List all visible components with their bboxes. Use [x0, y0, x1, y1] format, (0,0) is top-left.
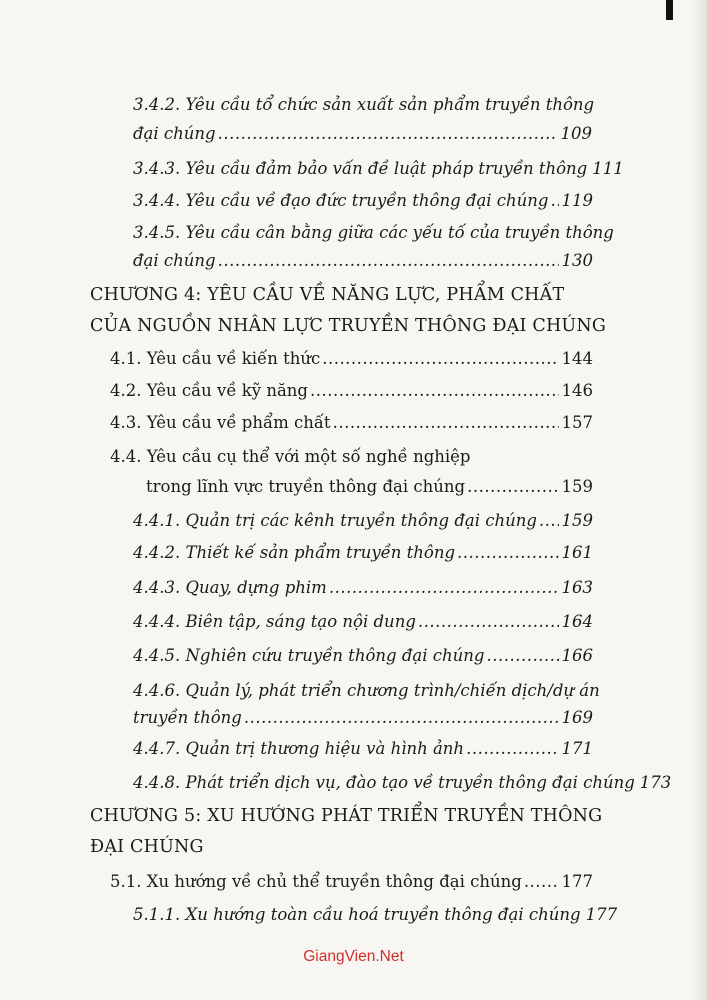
toc-page-number: 166 [561, 646, 593, 665]
toc-entry-5-1-1[interactable] [133, 905, 618, 924]
toc-entry-4-4-line1: 4.4. Yêu cầu cụ thể với một số nghề nghiệp [110, 447, 471, 466]
leader-dots [333, 415, 559, 432]
toc-page-number: 159 [561, 511, 593, 530]
toc-entry-label: truyền thông [133, 708, 242, 727]
toc-entry-label: 5.1.1. Xu hướng toàn cầu hoá truyền thông đại chúng [133, 905, 581, 924]
toc-entry-label: 4.4.8. Phát triển dịch vụ, đào tạo về truyền thông đại chúng [133, 773, 635, 792]
leader-dots [539, 513, 559, 530]
toc-entry-4-4-7[interactable] [133, 741, 593, 758]
toc-entry-label: 4.4.4. Biên tập, sáng tạo nội dung [133, 612, 416, 631]
toc-entry-3-4-3[interactable] [133, 159, 624, 178]
toc-entry-label: 5.1. Xu hướng về chủ thể truyền thông đại chúng [110, 872, 522, 891]
leader-dots [218, 126, 558, 143]
chapter-4-title-line2[interactable]: CỦA NGUỒN NHÂN LỰC TRUYỀN THÔNG ĐẠI CHÚNG [90, 316, 607, 336]
toc-entry-label: 4.3. Yêu cầu về phẩm chất [110, 413, 331, 432]
toc-entry-label: đại chúng [133, 251, 216, 270]
toc-entry-4-2[interactable] [110, 383, 593, 400]
toc-entry-4-4-4[interactable] [133, 614, 593, 631]
toc-entry-4-4-3[interactable] [133, 580, 593, 597]
toc-page-number: 163 [561, 578, 593, 597]
toc-page-number: 109 [560, 124, 592, 143]
toc-page-number: 169 [561, 708, 593, 727]
toc-entry-4-4-6[interactable] [133, 710, 593, 727]
chapter-4-title-line1[interactable]: CHƯƠNG 4: YÊU CẦU VỀ NĂNG LỰC, PHẨM CHẤT [90, 285, 565, 305]
toc-entry-3-4-2[interactable] [133, 126, 592, 143]
toc-page-number: 144 [561, 349, 593, 368]
toc-entry-label: 4.1. Yêu cầu về kiến thức [110, 349, 321, 368]
toc-entry-3-4-4[interactable] [133, 193, 593, 210]
leader-dots [524, 874, 559, 891]
toc-entry-label: đại chúng [133, 124, 216, 143]
toc-entry-4-1[interactable] [110, 351, 593, 368]
toc-page-number: 161 [561, 543, 593, 562]
leader-dots [218, 253, 559, 270]
toc-entry-label: 4.4.7. Quản trị thương hiệu và hình ảnh [133, 739, 465, 758]
toc-entry-4-4[interactable] [146, 479, 593, 496]
toc-entry-4-4-8[interactable] [133, 773, 672, 792]
watermark-brand[interactable]: GiangVien.Net [303, 948, 404, 965]
leader-dots [418, 614, 559, 631]
leader-dots [322, 351, 558, 368]
toc-page-number: 173 [639, 773, 672, 792]
toc-entry-label: 4.4.5. Nghiên cứu truyền thông đại chúng [133, 646, 485, 665]
leader-dots [466, 741, 558, 758]
toc-entry-3-4-5-line1: 3.4.5. Yêu cầu cân bằng giữa các yếu tố của truyền thông [133, 223, 614, 242]
toc-entry-3-4-2-line1: 3.4.2. Yêu cầu tổ chức sản xuất sản phẩm truyền thông [133, 95, 595, 114]
toc-entry-4-3[interactable] [110, 415, 593, 432]
toc-page-number: 119 [561, 191, 593, 210]
toc-entry-5-1[interactable] [110, 874, 593, 891]
toc-page-number: 157 [561, 413, 593, 432]
chapter-5-title-line2[interactable]: ĐẠI CHÚNG [90, 837, 204, 857]
leader-dots [486, 648, 558, 665]
toc-entry-label: 4.4.3. Quay, dựng phim [133, 578, 327, 597]
leader-dots [244, 710, 559, 727]
leader-dots [467, 479, 558, 496]
toc-page-number: 177 [585, 905, 618, 924]
leader-dots [310, 383, 559, 400]
toc-entry-3-4-5[interactable] [133, 253, 593, 270]
toc-entry-4-4-2[interactable] [133, 545, 593, 562]
toc-entry-label: 4.2. Yêu cầu về kỹ năng [110, 381, 308, 400]
toc-page-number: 164 [561, 612, 593, 631]
chapter-5-title-line1[interactable]: CHƯƠNG 5: XU HƯỚNG PHÁT TRIỂN TRUYỀN THÔNG [90, 806, 603, 826]
toc-entry-4-4-1[interactable] [133, 513, 593, 530]
toc-page-number: 130 [561, 251, 593, 270]
toc-entry-label: 3.4.4. Yêu cầu về đạo đức truyền thông đại chúng [133, 191, 549, 210]
toc-entry-4-4-5[interactable] [133, 648, 593, 665]
toc-entry-label: trong lĩnh vực truyền thông đại chúng [146, 477, 466, 496]
leader-dots [457, 545, 558, 562]
leader-dots [550, 193, 558, 210]
toc-entry-label: 4.4.1. Quản trị các kênh truyền thông đại chúng [133, 511, 537, 530]
toc-entry-label: 4.4.2. Thiết kế sản phẩm truyền thông [133, 543, 456, 562]
toc-page-number: 177 [561, 872, 593, 891]
toc-page-number: 159 [561, 477, 593, 496]
toc-page-number: 171 [561, 739, 593, 758]
toc-entry-label: 3.4.3. Yêu cầu đảm bảo vấn đề luật pháp truyền thông [133, 159, 588, 178]
leader-dots [329, 580, 559, 597]
toc-entry-4-4-6-line1: 4.4.6. Quản lý, phát triển chương trình/chiến dịch/dự án [133, 681, 600, 700]
toc-page-number: 146 [561, 381, 593, 400]
toc-page-number: 111 [592, 159, 624, 178]
